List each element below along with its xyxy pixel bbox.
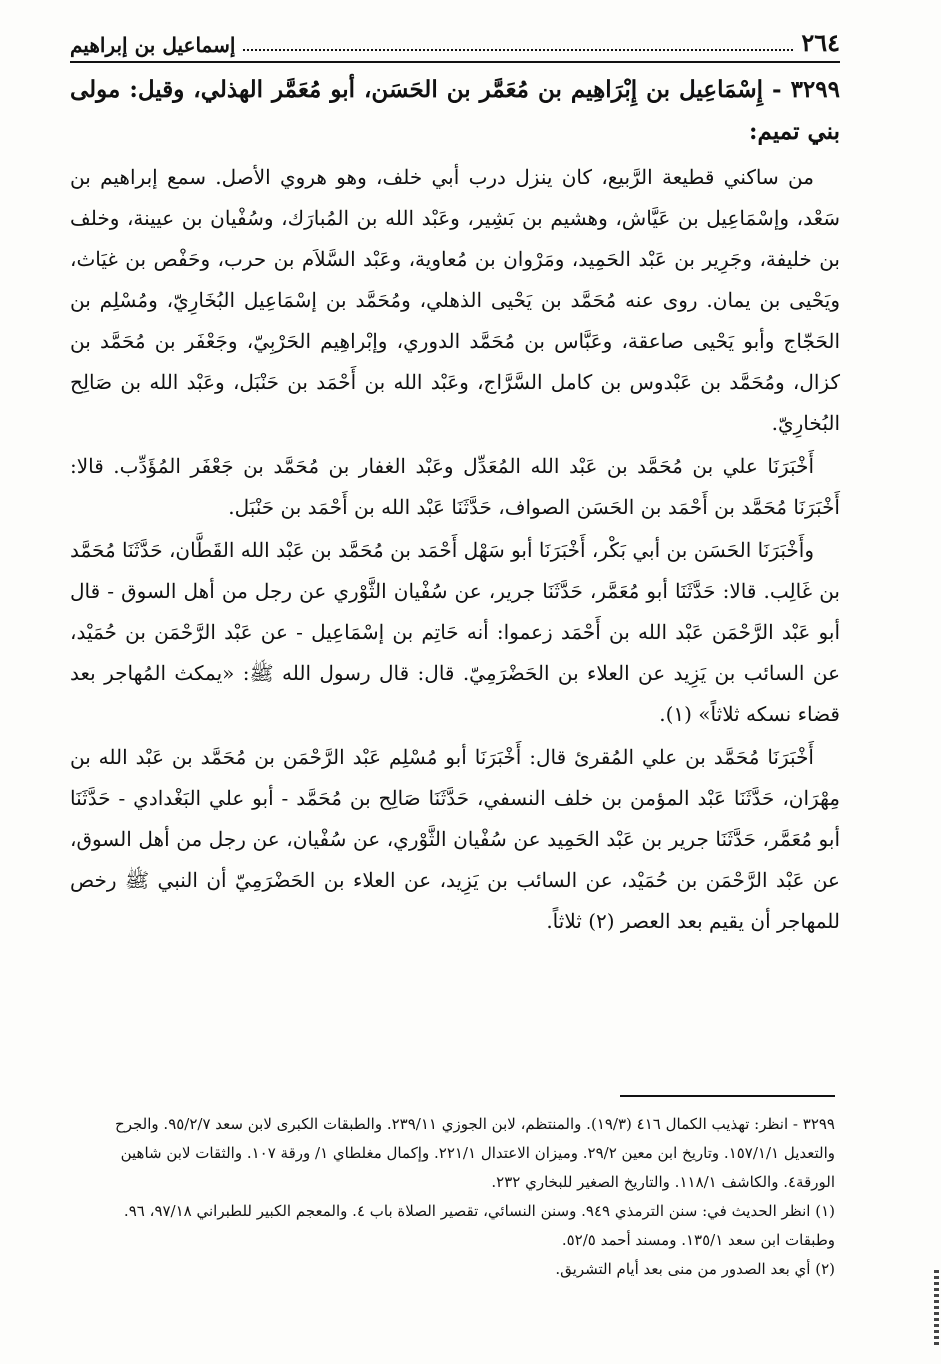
footnote-separator	[620, 1095, 835, 1097]
footnote-sources: ٣٢٩٩ - انظر: تهذيب الكمال ٤١٦ (١٩/٣). والمنتظم، لابن الجوزي ٢٣٩/١١. والطبقات الكبرى لابن سعد ٩٥/٢/٧. والجرح والتعديل ١٥٧/١/١. وتاريخ ابن معين ٢٩/٢. وميزان الاعتدال ٢٢١/١. وإكمال مغلطاي ١/ ورقة ١٠٧. والثقات لابن شاهين الورقة٤. والكاشف ١١٨/١. والتاريخ الصغير للبخاري ٢٣٢.	[115, 1115, 835, 1191]
entry-body	[70, 157, 840, 942]
isnad-paragraph: أَخْبَرَنَا علي بن مُحَمَّد بن عَبْد الله المُعَدِّل وعَبْد الغفار بن مُحَمَّد بن جَعْفَر المُؤَدِّب. قالا: أَخْبَرَنَا مُحَمَّد بن أَحْمَد بن الحَسَن الصواف، حَدَّثَنَا عَبْد الله بن أَحْمَد بن حَنْبَل.	[70, 454, 840, 519]
book-page	[70, 28, 840, 942]
footnote-1: (١) انظر الحديث في: سنن الترمذي ٩٤٩. وسنن النسائي، تقصير الصلاة باب ٤. والمعجم الكبير للطبراني ٩٧/١٨، ٩٦. وطبقات ابن سعد ١٣٥/١. ومسند أحمد ٥٢/٥.	[123, 1202, 835, 1249]
footnote-2: (٢) أي بعد الصدور من منى بعد أيام التشريق.	[555, 1260, 835, 1278]
biography-paragraph: من ساكني قطيعة الرَّبيع، كان ينزل درب أبي خلف، وهو هروي الأصل. سمع إبراهيم بن سَعْد، وإسْمَاعِيل بن عَيَّاش، وهشيم بن بَشِير، وعَبْد الله بن المُبارَك، وسُفْيان بن عيينة، وخلف بن خليفة، وجَرِير بن عَبْد الحَمِيد، ومَرْوان بن مُعاوية، وعَبْد السَّلاَم بن حرب، وحَفْص بن غيَاث، ويَحْيى بن يمان. روى عنه مُحَمَّد بن يَحْيى الذهلي، ومُحَمَّد بن إسْمَاعِيل البُخَارِيّ، ومُسْلِم بن الحَجّاج وأبو يَحْيى صاعقة، وعَبَّاس بن مُحَمَّد الدوري، وإبْراهِيم الحَرْبِيّ، وجَعْفَر بن مُحَمَّد بن كزال، ومُحَمَّد بن عَبْدوس بن كامل السَّرَّاج، وعَبْد الله بن أَحْمَد بن حَنْبَل، وعَبْد الله بن صَالِح البُخارِيّ.	[70, 165, 840, 435]
footnotes	[80, 1110, 835, 1284]
running-title: إسماعيل بن إبراهيم	[70, 33, 236, 57]
page-number: ٢٦٤	[801, 28, 840, 57]
scan-edge-mark	[934, 1270, 939, 1345]
isnad-paragraph: أَخْبَرَنَا مُحَمَّد بن علي المُقرئ قال: أَخْبَرَنَا أبو مُسْلِم عَبْد الرَّحْمَن بن مُحَمَّد بن عَبْد الله بن مِهْرَان، حَدَّثَنَا عَبْد المؤمن بن خلف النسفي، حَدَّثَنَا صَالِح بن مُحَمَّد - أبو علي البَغْدادي - حَدَّثَنَا أبو مُعَمَّر، حَدَّثَنَا جرير بن عَبْد الحَمِيد عن سُفْيان الثَّوْري، عن سُفْيان، عن رجل من أهل السوق، عن عَبْد الرَّحْمَن بن حُمَيْد، عن السائب بن يَزِيد، عن العلاء بن الحَضْرَمِيّ أن النبي ﷺ رخص للمهاجر أن يقيم بعد العصر (٢) ثلاثاً.	[70, 745, 840, 933]
header-dotted-leader	[243, 49, 793, 51]
isnad-paragraph: وأَخْبَرَنَا الحَسَن بن أبي بَكْر، أَخْبَرَنَا أبو سَهْل أَحْمَد بن مُحَمَّد بن عَبْد الله القَطَّان، حَدَّثَنَا مُحَمَّد بن غَالِب. قالا: حَدَّثَنَا أبو مُعَمَّر، حَدَّثَنَا جرير، عن سُفْيان الثَّوْري عن رجل من أهل السوق - قال أبو عَبْد الرَّحْمَن عَبْد الله بن أَحْمَد زعموا: أنه حَاتِم بن إسْمَاعِيل - عن عَبْد الرَّحْمَن بن حُمَيْد، عن السائب بن يَزِيد عن العلاء بن الحَضْرَمِيّ. قال: قال رسول الله ﷺ: «يمكث المُهاجر بعد قضاء نسكه ثلاثاً» (١).	[70, 538, 840, 726]
entry-title: ٣٢٩٩ - إِسْمَاعِيل بن إِبْرَاهِيم بن مُعَمَّر بن الحَسَن، أبو مُعَمَّر الهذلي، وقيل: مولى بني تميم:	[70, 76, 840, 145]
running-header	[70, 28, 840, 63]
